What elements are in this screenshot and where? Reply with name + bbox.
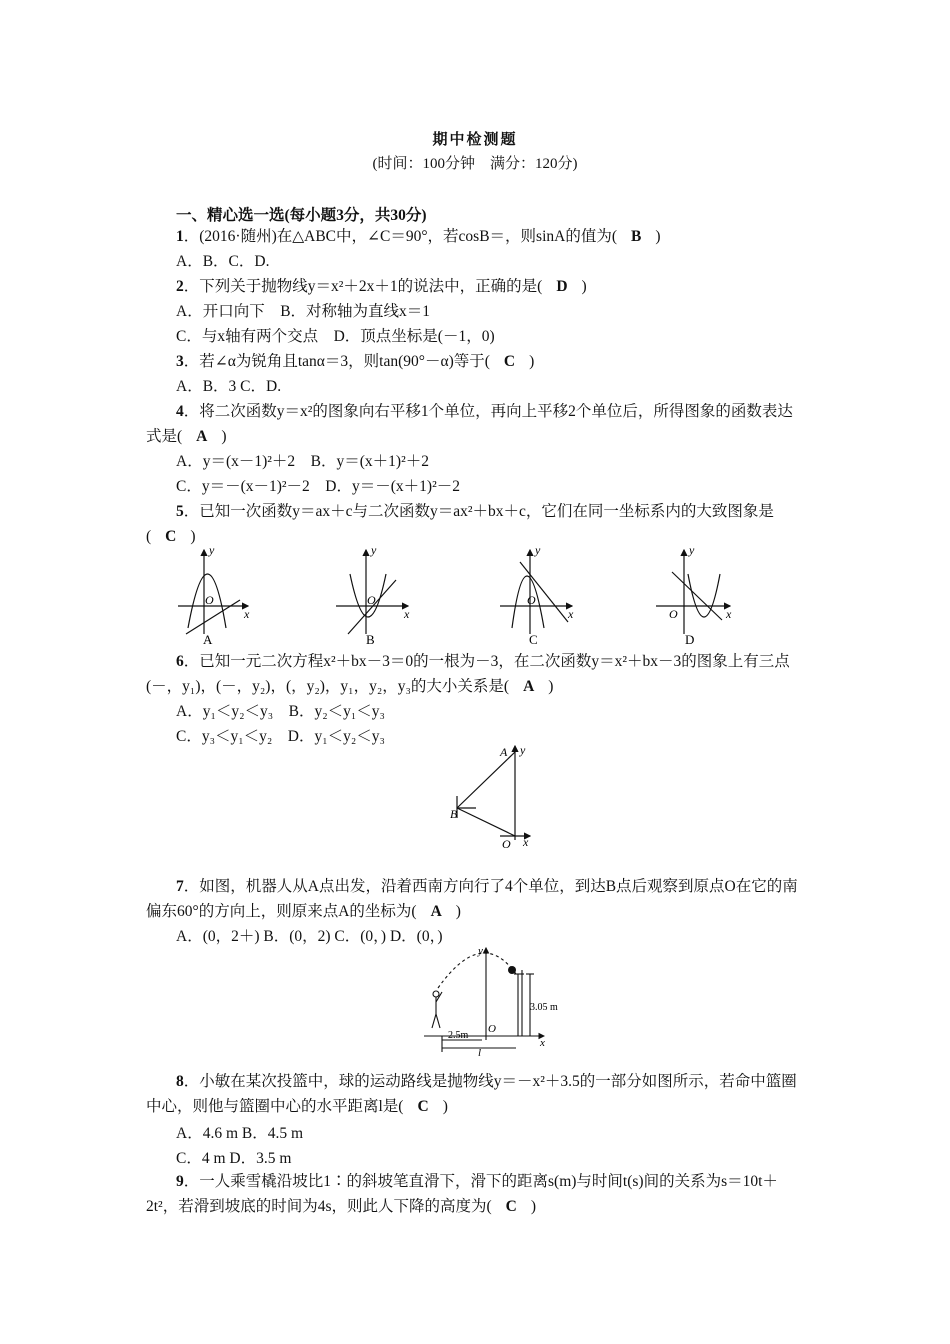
question-8: 8．小敏在某次投篮中，球的运动路线是抛物线y＝－x²＋3.5的一部分如图所示，若命中篮圈中心，则他与篮圈中心的水平距离l是( C ) xyxy=(146,1073,797,1115)
question-2: 2．下列关于抛物线y＝x²＋2x＋1的说法中，正确的是( D ) xyxy=(176,278,587,295)
answer-2: D xyxy=(556,278,568,295)
answer-9: C xyxy=(505,1198,517,1215)
graph-c-origin: O xyxy=(527,593,536,607)
fig8-y-label: y xyxy=(478,945,483,957)
section-heading: 一、精心选一选(每小题3分，共30分) xyxy=(176,207,427,224)
fig7-label-y: y xyxy=(520,743,526,757)
answer-4: A xyxy=(196,428,208,445)
fig7-label-x: x xyxy=(523,835,529,849)
question-6: 6．已知一元二次方程x²＋bx－3＝0的一根为－3，在二次函数y＝x²＋bx－3的图象上有三点(－，y₁)，(－，y₂)，(，y₂)，y₁，y₂，y₃的大小关系是( A ) xyxy=(146,653,790,695)
answer-6: A xyxy=(523,678,535,695)
question-1: 1．(2016·随州)在△ABC中，∠C＝90°，若cosB＝，则sinA的值为( B ) xyxy=(176,228,661,245)
answer-5: C xyxy=(165,528,177,545)
fig8-origin-label: O xyxy=(488,1023,496,1035)
options-4a: A．y＝(x－1)²＋2 B．y＝(x＋1)²＋2 xyxy=(176,453,429,470)
question-3: 3．若∠α为锐角且tanα＝3，则tan(90°－α)等于( C ) xyxy=(176,353,535,370)
options-4b: C．y＝－(x－1)²－2 D．y＝－(x＋1)²－2 xyxy=(176,478,460,495)
options-2a: A．开口向下 B．对称轴为直线x＝1 xyxy=(176,303,431,320)
fig8-x-label: x xyxy=(540,1037,545,1049)
fig8-distance-label: 2.5m xyxy=(448,1030,469,1041)
answer-8: C xyxy=(417,1098,429,1115)
graph-a xyxy=(178,550,248,634)
graph-b-y-label: y xyxy=(371,543,377,557)
fig8-height-label: 3.05 m xyxy=(530,1002,558,1013)
graph-b-caption: B xyxy=(366,632,375,647)
graph-a-y-label: y xyxy=(209,543,215,557)
graph-b xyxy=(336,550,408,634)
graph-c-y-label: y xyxy=(535,543,541,557)
question-9: 9．一人乘雪橇沿坡比1∶的斜坡笔直滑下，滑下的距离s(m)与时间t(s)间的关系为s＝10t＋2t²，若滑到坡底的时间为4s，则此人下降的高度为( C ) xyxy=(146,1173,778,1215)
graph-d-caption: D xyxy=(685,632,695,647)
options-6b: C．y₃＜y₁＜y₂ D．y₁＜y₂＜y₃ xyxy=(176,728,385,745)
q8-figure xyxy=(420,944,560,1058)
answer-3: C xyxy=(503,353,516,370)
graph-a-caption: A xyxy=(203,632,213,647)
fig7-label-o: O xyxy=(502,837,511,851)
fig7-label-a: A xyxy=(500,745,508,759)
graph-d-x-label: x xyxy=(726,607,732,621)
graph-d-origin: O xyxy=(669,607,678,621)
fig7-label-b: B xyxy=(450,807,458,821)
graph-a-x-label: x xyxy=(244,607,250,621)
options-8b: C．4 m D．3.5 m xyxy=(176,1150,292,1167)
graph-c-x-label: x xyxy=(568,607,574,621)
question-4: 4．将二次函数y＝x²的图象向右平移1个单位，再向上平移2个单位后，所得图象的函数表达式是( A ) xyxy=(146,403,793,445)
options-1: A．B．C．D. xyxy=(176,253,270,270)
graph-b-x-label: x xyxy=(404,607,410,621)
page-subtitle: (时间：100分钟 满分：120分) xyxy=(372,156,578,172)
options-6a: A．y₁＜y₂＜y₃ B．y₂＜y₁＜y₃ xyxy=(176,703,385,720)
graph-a-origin: O xyxy=(205,593,214,607)
graph-c-caption: C xyxy=(529,632,538,647)
answer-1: B xyxy=(631,228,642,245)
ball-icon xyxy=(508,966,516,974)
graph-d xyxy=(656,550,730,634)
page-title: 期中检测题 xyxy=(432,132,518,148)
q7-figure xyxy=(440,742,540,852)
graph-c xyxy=(500,550,572,634)
options-2b: C．与x轴有两个交点 D．顶点坐标是(－1，0) xyxy=(176,328,495,345)
graph-d-y-label: y xyxy=(689,543,695,557)
options-3: A．B．3 C．D. xyxy=(176,378,282,395)
question-7: 7．如图，机器人从A点出发，沿着西南方向行了4个单位，到达B点后观察到原点O在它的南偏东60°的方向上，则原来点A的坐标为( A ) xyxy=(146,878,798,920)
fig8-l-label: l xyxy=(478,1047,482,1058)
q5-graph-options xyxy=(170,540,770,650)
options-8a: A．4.6 m B．4.5 m xyxy=(176,1125,304,1142)
options-7: A．(0，2＋) B．(0，2) C．(0，) D．(0，) xyxy=(176,928,443,945)
graph-b-origin: O xyxy=(367,593,376,607)
question-5: 5．已知一次函数y＝ax＋c与二次函数y＝ax²＋bx＋c，它们在同一坐标系内的大致图象是( C ) xyxy=(146,503,774,545)
answer-7: A xyxy=(430,903,442,920)
